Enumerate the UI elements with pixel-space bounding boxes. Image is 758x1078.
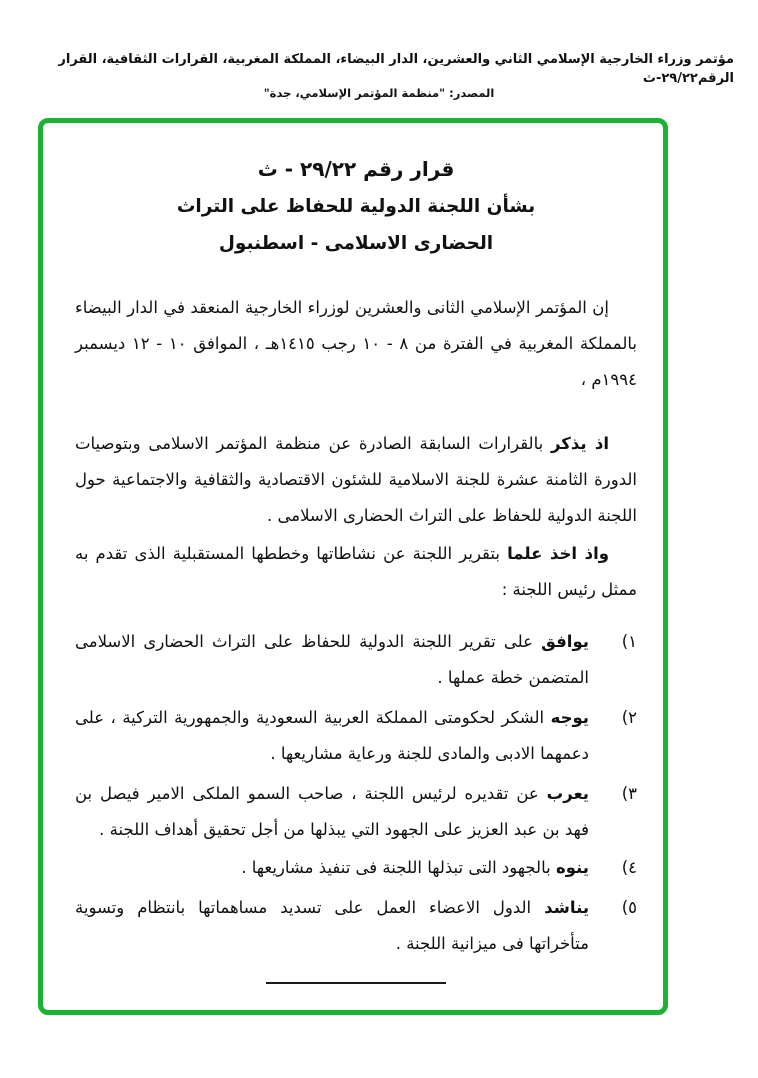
- item-body: الشكر لحكومتى المملكة العربية السعودية والجمهورية التركية ، على دعمهما الادبى والمادى للجنة ورعاية مشاريعها .: [75, 708, 589, 763]
- list-item: [75, 776, 637, 848]
- item-lead: يوجه: [550, 708, 590, 727]
- resolution-title: [75, 151, 637, 262]
- list-item: [75, 700, 637, 772]
- list-item: [75, 624, 637, 696]
- item-text: [75, 890, 589, 962]
- taking-note-text: بتقرير اللجنة عن نشاطاتها وخططها المستقبلية الذى تقدم به ممثل رئيس اللجنة :: [75, 544, 637, 599]
- item-lead: يناشد: [544, 898, 590, 917]
- item-text: [75, 700, 589, 772]
- item-text: [75, 776, 589, 848]
- item-lead: يوافق: [541, 632, 589, 651]
- item-body: الدول الاعضاء العمل على تسديد مساهماتها بانتظام وتسوية متأخراتها فى ميزانية اللجنة .: [75, 898, 589, 953]
- item-number: ٣): [621, 784, 637, 803]
- operative-items-list: [75, 624, 637, 962]
- item-text: [75, 850, 589, 886]
- item-body: عن تقديره لرئيس اللجنة ، صاحب السمو الملكى الامير فيصل بن فهد بن عبد العزيز على الجهود التي يبذلها من أجل تحقيق أهداف اللجنة .: [75, 784, 589, 839]
- taking-note-lead: واذ اخذ علما: [507, 544, 609, 563]
- source-citation-line: مؤتمر وزراء الخارجية الإسلامي الثاني والعشرين، الدار البيضاء، المملكة المغربية، القرارات الثقافية، القرار الرقم٢٩/٢٢-ث: [58, 52, 734, 86]
- item-number: ٥): [621, 898, 637, 917]
- item-number: ٢): [621, 708, 637, 727]
- bottom-divider-rule: [266, 982, 446, 984]
- recalling-paragraph: [75, 426, 637, 534]
- recalling-text: بالقرارات السابقة الصادرة عن منظمة المؤتمر الاسلامى وبتوصيات الدورة الثامنة عشرة للجنة الاسلامية للشئون الاقتصادية والثقافية والاجتماعية حول اللجنة الدولية للحفاظ على التراث الحضارى الاسلامى .: [75, 434, 637, 525]
- taking-note-paragraph: [75, 536, 637, 608]
- preamble-text: إن المؤتمر الإسلامي الثانى والعشرين لوزراء الخارجية المنعقد في الدار البيضاء بالمملكة المغربية في الفترة من ٨ - ١٠ رجب ١٤١٥هـ ، الموافق ١٠ - ١٢ ديسمبر ١٩٩٤م ،: [75, 298, 637, 389]
- list-item: [75, 850, 637, 886]
- item-text: [75, 624, 589, 696]
- item-body: على تقرير اللجنة الدولية للحفاظ على التراث الحضارى الاسلامى المتضمن خطة عملها .: [75, 632, 589, 687]
- item-body: بالجهود التى تبذلها اللجنة فى تنفيذ مشاريعها .: [241, 858, 551, 877]
- item-number: ١): [621, 632, 637, 651]
- source-publisher-line: المصدر: "منظمة المؤتمر الإسلامي، جدة": [263, 86, 495, 100]
- list-item: [75, 890, 637, 962]
- recalling-lead: اذ يذكر: [550, 434, 609, 453]
- resolution-subject-line-2: الحضارى الاسلامى - اسطنبول: [218, 233, 494, 254]
- resolution-number-line: قرار رقم ٢٩/٢٢ - ث: [257, 157, 455, 181]
- item-number: ٤): [621, 858, 637, 877]
- item-lead: ينوه: [555, 858, 589, 877]
- resolution-subject-line-1: بشأن اللجنة الدولية للحفاظ على التراث: [176, 196, 536, 217]
- resolution-border-box: [38, 118, 668, 1015]
- item-lead: يعرب: [546, 784, 589, 803]
- preamble-paragraph: [75, 290, 637, 398]
